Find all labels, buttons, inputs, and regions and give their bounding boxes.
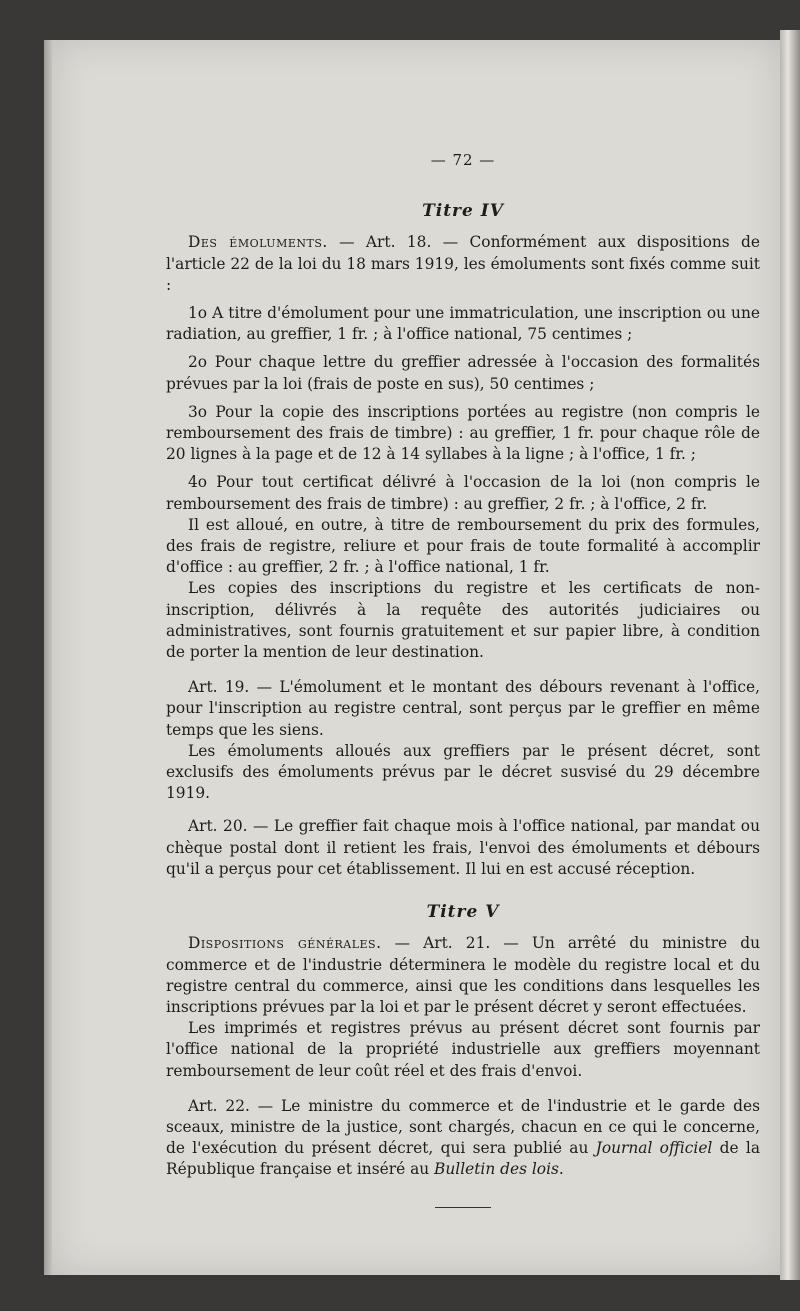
- journal-officiel: Journal officiel: [595, 1139, 713, 1158]
- art-19-paragraph-2: Les émoluments alloués aux greffiers par le présent décret, sont exclusifs des émoluments prévus par le décret susvisé du 29 décembre 1919.: [166, 741, 760, 803]
- art-19-paragraph-1: Art. 19. — L'émolument et le montant des débours revenant à l'office, pour l'inscription au registre central, sont perçus par le greffier en même temps que les siens.: [166, 678, 760, 739]
- page-text: [166, 150, 760, 1208]
- item-1: 1o A titre d'émolument pour une immatriculation, une inscription ou une radiation, au greffier, 1 fr. ; à l'office national, 75 centimes ;: [166, 304, 760, 344]
- section-title-v: Titre V: [426, 902, 500, 923]
- page-number: — 72 —: [430, 151, 496, 169]
- closing-rule: [435, 1207, 491, 1208]
- item-3: 3o Pour la copie des inscriptions portées au registre (non compris le remboursement des frais de timbre) : au greffier, 1 fr. pour chaque rôle de 20 lignes à la page et de 12 à 14 syllabes à la ligne ; à l'office, 1 fr. ;: [166, 402, 760, 464]
- section-title-iv: Titre IV: [422, 201, 504, 222]
- item-2: 2o Pour chaque lettre du greffier adressée à l'occasion des formalités prévues par la loi (frais de poste en sus), 50 centimes ;: [166, 353, 760, 393]
- art-18-text: — Art. 18. — Conformément aux dispositions de l'article 22 de la loi du 18 mars 1919, les émoluments sont fixés comme suit :: [166, 233, 760, 294]
- art-21-intro: [166, 933, 760, 1018]
- art-18-paragraph-3: Les copies des inscriptions du registre et les certificats de non-inscription, délivrés à la requête des autorités judiciaires ou administratives, sont fournis gratuitement et sur papier libre, à condition de porter la mention de leur destination.: [166, 579, 760, 662]
- art-22: [166, 1096, 760, 1181]
- art-18-paragraph-2: Il est alloué, en outre, à titre de remboursement du prix des formules, des frais de registre, reliure et pour frais de toute formalité à accomplir d'office : au greffier, 2 fr. ; à l'office national, 1 fr.: [166, 515, 760, 577]
- art-22-text-a: Art. 22. — Le ministre du commerce et de l'industrie et le garde des sceaux, ministre de la justice, sont chargés, chacun en ce qui le concerne, de l'exécution du présent décret, qui sera publié au: [166, 1096, 760, 1158]
- art-21-heading: Dispositions générales.: [188, 934, 382, 953]
- page-right-edge: [780, 30, 800, 1280]
- item-4: 4o Pour tout certificat délivré à l'occasion de la loi (non compris le remboursement des frais de timbre) : au greffier, 2 fr. ; à l'office, 2 fr.: [166, 473, 760, 513]
- art-18-heading: Des émoluments.: [188, 233, 328, 252]
- art-18-intro: [166, 232, 760, 296]
- art-21-paragraph-2: Les imprimés et registres prévus au présent décret sont fournis par l'office national de la propriété industrielle aux greffiers moyennant remboursement de leur coût réel et des frais d'envoi.: [166, 1019, 760, 1080]
- bulletin-des-lois: Bulletin des lois: [434, 1160, 559, 1179]
- art-20: Art. 20. — Le greffier fait chaque mois à l'office national, par mandat ou chèque postal dont il retient les frais, l'envoi des émoluments et débours qu'il a perçus pour cet établissement. Il lui en est accusé réception.: [166, 817, 760, 878]
- art-21-text: — Art. 21. — Un arrêté du ministre du commerce et de l'industrie déterminera le modèle du registre local et du registre central du commerce, ainsi que les conditions dans lesquelles les inscriptions prévues par la loi et par le présent décret y seront effectuées.: [166, 934, 760, 1016]
- art-22-text-c: .: [558, 1160, 564, 1179]
- art-22-text-b: de la République française et inséré au: [166, 1139, 761, 1179]
